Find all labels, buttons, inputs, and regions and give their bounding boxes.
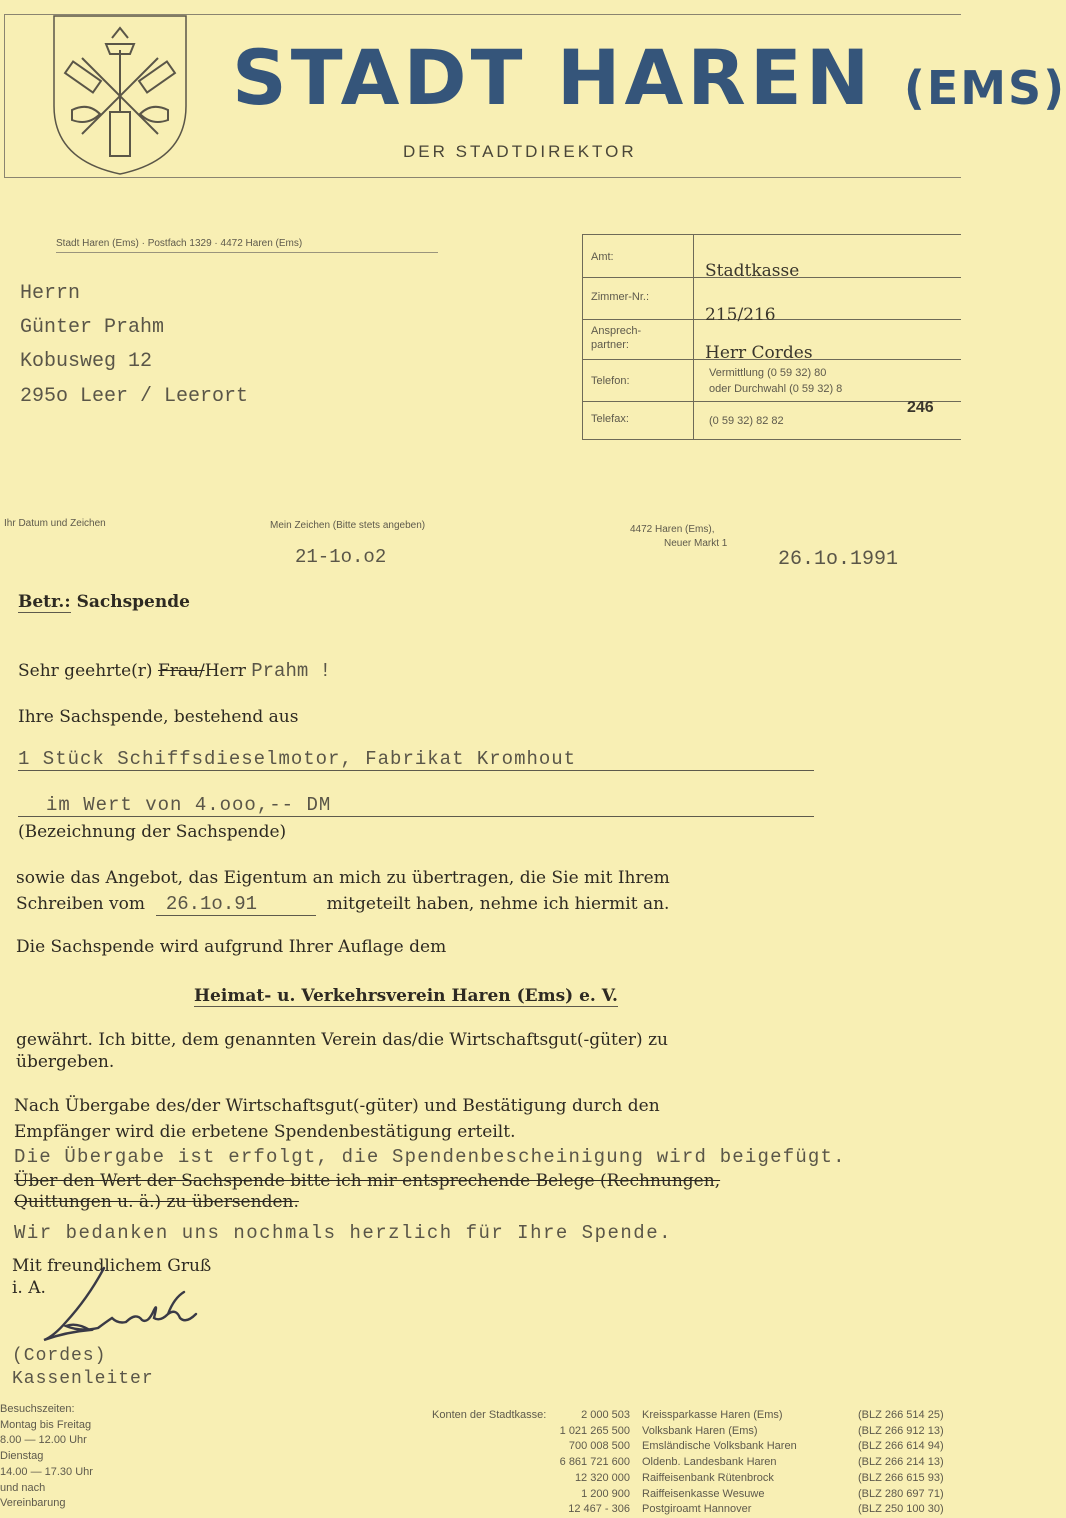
recipient-line-4: 295o Leer / Leerort [20,385,249,408]
telefax-value: (0 59 32) 82 82 [709,415,784,427]
paragraph-5: Die Übergabe ist erfolgt, die Spendenbescheinigung wird beigefügt. [14,1146,846,1168]
telefon-extension: 246 [907,399,934,416]
ansprech-value: Herr Cordes [705,343,813,363]
recipient-line-2: Günter Prahm [20,316,165,339]
donation-item: 1 Stück Schiffsdieselmotor, Fabrikat Kromhout [18,748,814,771]
account-banks: Kreissparkasse Haren (Ems) Volksbank Haren (Ems) Emsländische Volksbank Haren Oldenb. Landesbank Haren Raiffeisenbank Rütenbrock Raiffeisenkasse Wesuwe Postgiroamt Hannover [642,1409,797,1516]
place-line-1: 4472 Haren (Ems), [630,524,715,535]
paragraph-2: Die Sachspende wird aufgrund Ihrer Auflage dem [16,937,447,957]
zimmer-value: 215/216 [705,305,776,325]
ansprech-label-1: Ansprech- [591,325,642,337]
recipient-line-1: Herrn [20,282,81,305]
ihr-zeichen-label: Ihr Datum und Zeichen [4,518,106,529]
signer-role: Kassenleiter [12,1369,154,1389]
thanks-line: Wir bedanken uns nochmals herzlich für Ihre Spende. [14,1222,672,1244]
donation-caption: (Bezeichnung der Sachspende) [18,822,287,842]
paragraph-3-line-1: gewährt. Ich bitte, dem genannten Verein das/die Wirtschaftsgut(-güter) zu [16,1030,669,1050]
account-numbers: 2 000 503 1 021 265 500 700 008 500 6 861 721 600 12 320 000 1 200 900 12 467 - 306 [559,1409,630,1516]
place-line-2: Neuer Markt 1 [664,538,728,549]
contact-info-table [582,234,961,440]
ansprech-label-2: partner: [591,339,629,351]
donation-value: im Wert von 4.ooo,-- DM [18,794,814,817]
paragraph-6-line-2: Quittungen u. ä.) zu übersenden. [14,1192,299,1212]
closing-greeting: Mit freundlichem Gruß [12,1256,212,1276]
subject-line: Betr.: Sachspende [18,592,190,612]
mein-zeichen-label: Mein Zeichen (Bitte stets angeben) [270,520,426,531]
recipient-line-3: Kobusweg 12 [20,350,153,373]
amt-value: Stadtkasse [705,261,800,281]
mein-zeichen-value: 21-1o.o2 [295,546,387,568]
signature-icon [36,1262,206,1346]
salutation: Sehr geehrte(r) Frau/Herr Prahm ! [18,660,332,682]
city-title-suffix: (EMS) [903,61,1066,115]
zimmer-label: Zimmer-Nr.: [591,291,650,303]
telefon-exchange: Vermittlung (0 59 32) 80 [709,367,827,379]
sender-return-address: Stadt Haren (Ems) · Postfach 1329 · 4472 Haren (Ems) [56,238,438,253]
intro-text: Ihre Sachspende, bestehend aus [18,707,299,727]
association-name: Heimat- u. Verkehrsverein Haren (Ems) e. V. [194,986,618,1006]
letter-date: 26.1o.1991 [778,548,899,571]
letterhead-subtitle: DER STADTDIREKTOR [403,142,637,161]
paragraph-1-line-2: Schreiben vom 26.1o.91 mitgeteilt haben, nehme ich hiermit an. [16,893,670,915]
account-blz: (BLZ 266 514 25) (BLZ 266 912 13) (BLZ 266 614 94) (BLZ 266 214 13) (BLZ 266 615 93) (BLZ 280 697 71) (BLZ 250 100 30) [858,1409,944,1516]
amt-label: Amt: [591,251,614,263]
paragraph-6-line-1: Über den Wert der Sachspende bitte ich mir entsprechende Belege (Rechnungen, [14,1171,721,1191]
paragraph-4-line-2: Empfänger wird die erbetene Spendenbestätigung erteilt. [14,1122,516,1142]
signer-name: (Cordes) [12,1346,107,1366]
paragraph-1-line-1: sowie das Angebot, das Eigentum an mich zu übertragen, die Sie mit Ihrem [16,868,670,888]
paragraph-4-line-1: Nach Übergabe des/der Wirtschaftsgut(-güter) und Bestätigung durch den [14,1096,660,1116]
paragraph-3-line-2: übergeben. [16,1052,115,1072]
accounts-label: Konten der Stadtkasse: [432,1409,547,1421]
telefax-label: Telefax: [591,413,629,425]
city-crest-icon [52,14,188,176]
telefon-label: Telefon: [591,375,630,387]
city-title: STADT HAREN (EMS) [232,33,1066,122]
office-hours: Besuchszeiten: Montag bis Freitag 8.00 — 12.00 Uhr Dienstag 14.00 — 17.30 Uhr und nach Vereinbarung [0,1403,93,1510]
telefon-direct: oder Durchwahl (0 59 32) 8 [709,383,843,395]
closing-ia: i. A. [12,1278,46,1298]
